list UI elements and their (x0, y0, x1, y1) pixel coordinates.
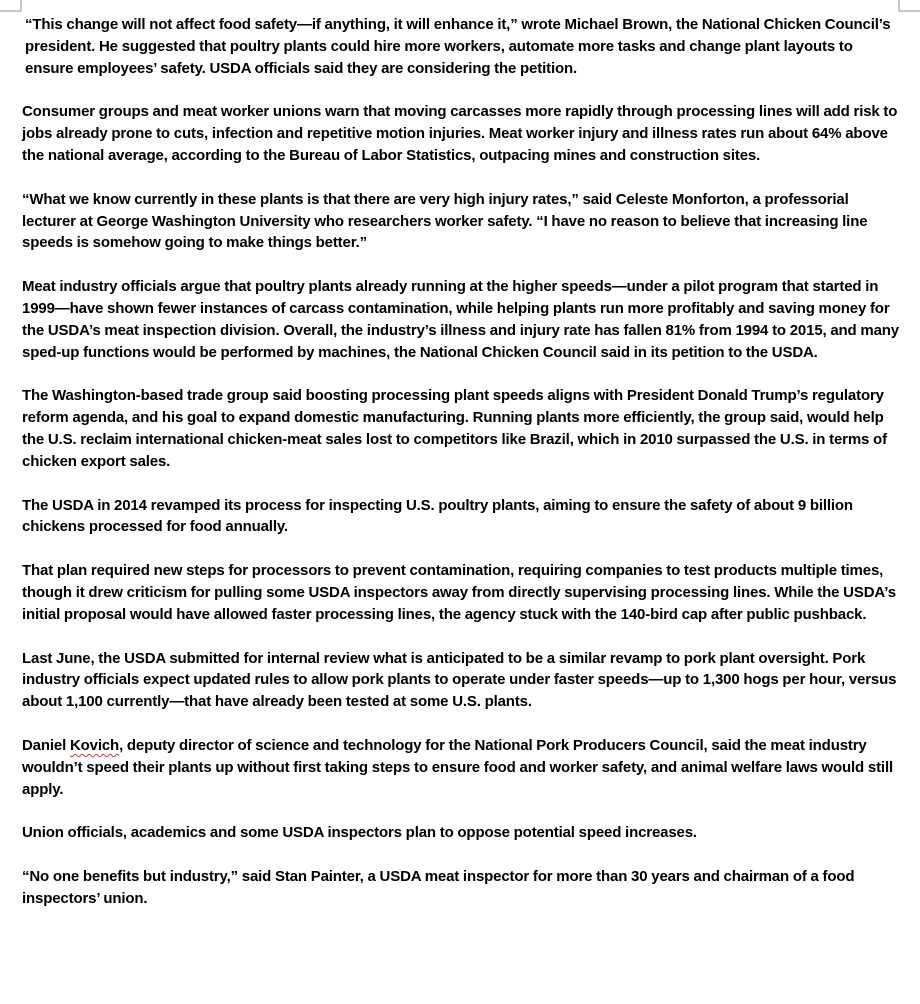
paragraph-union-officials: Union officials, academics and some USDA inspectors plan to oppose potential speed increases. (22, 824, 697, 842)
paragraph-usda-2014: The USDA in 2014 revamped its process for inspecting U.S. poultry plants, aiming to ensure the safety of about 9 billion chickens processed for food annually. (22, 496, 853, 536)
paragraph-monforton-quote: “What we know currently in these plants is that there are very high injury rates,” said Celeste Monforton, a professorial lecturer at George Washington University who researchers worker safety. “I have no reason to believe that increasing line speeds is somehow going to make things better.” (22, 190, 868, 252)
kovich-after-text: , deputy director of science and technology for the National Pork Producers Council, said the meat industry wouldn’t speed their plants up without first taking steps to ensure food and worker safety, and animal welfare laws would still apply. (22, 736, 893, 798)
paragraph-painter-quote: “No one benefits but industry,” said Stan Painter, a USDA meat inspector for more than 30 years and chairman of a food inspectors’ union. (22, 868, 855, 907)
document-body[interactable] (22, 14, 900, 932)
paragraph-brown-quote: “This change will not affect food safety—if anything, it will enhance it,” wrote Michael Brown, the National Chicken Council’s president. He suggested that poultry plants could hire more workers, automate more tasks and change plant layouts to ensure employees’ safety. USDA officials said they are considering the petition. (25, 16, 891, 77)
crop-mark-top-left (0, 0, 22, 12)
paragraph-trade-group: The Washington-based trade group said boosting processing plant speeds aligns with President Donald Trump’s regulatory reform agenda, and his goal to expand domestic manufacturing. Running plants more efficiently, the group said, would help the U.S. reclaim international chicken-meat sales lost to competitors like Brazil, which in 2010 surpassed the U.S. in terms of chicken export sales. (22, 387, 887, 470)
paragraph-last-june: Last June, the USDA submitted for internal review what is anticipated to be a similar revamp to pork plant oversight. Pork industry officials expect updated rules to allow pork plants to operate under faster speeds—up to 1,300 hogs per hour, versus about 1,100 currently—that have already been tested at some U.S. plants. (22, 649, 897, 711)
paragraph-industry-officials: Meat industry officials argue that poultry plants already running at the higher speeds—under a pilot program that started in 1999—have shown fewer instances of carcass contamination, while helping plants run more profitably and saving money for the USDA’s meat inspection division. Overall, the industry’s illness and injury rate has fallen 81% from 1994 to 2015, and many sped-up functions would be performed by machines, the National Chicken Council said in its petition to the USDA. (22, 278, 899, 361)
crop-mark-top-right (898, 0, 920, 12)
paragraph-kovich (22, 735, 900, 800)
kovich-before-text: Daniel (22, 736, 70, 754)
spellcheck-flagged-word[interactable]: Kovich (69, 736, 120, 754)
paragraph-consumer-groups: Consumer groups and meat worker unions warn that moving carcasses more rapidly through processing lines will add risk to jobs already prone to cuts, infection and repetitive motion injuries. Meat worker injury and illness rates run about 64% above the national average, according to the Bureau of Labor Statistics, outpacing mines and construction sites. (22, 103, 898, 164)
paragraph-plan-requirements: That plan required new steps for processors to prevent contamination, requiring companies to test products multiple times, though it drew criticism for pulling some USDA inspectors away from directly supervising processing lines. While the USDA’s initial proposal would have allowed faster processing lines, the agency stuck with the 140-bird cap after public pushback. (22, 562, 896, 623)
